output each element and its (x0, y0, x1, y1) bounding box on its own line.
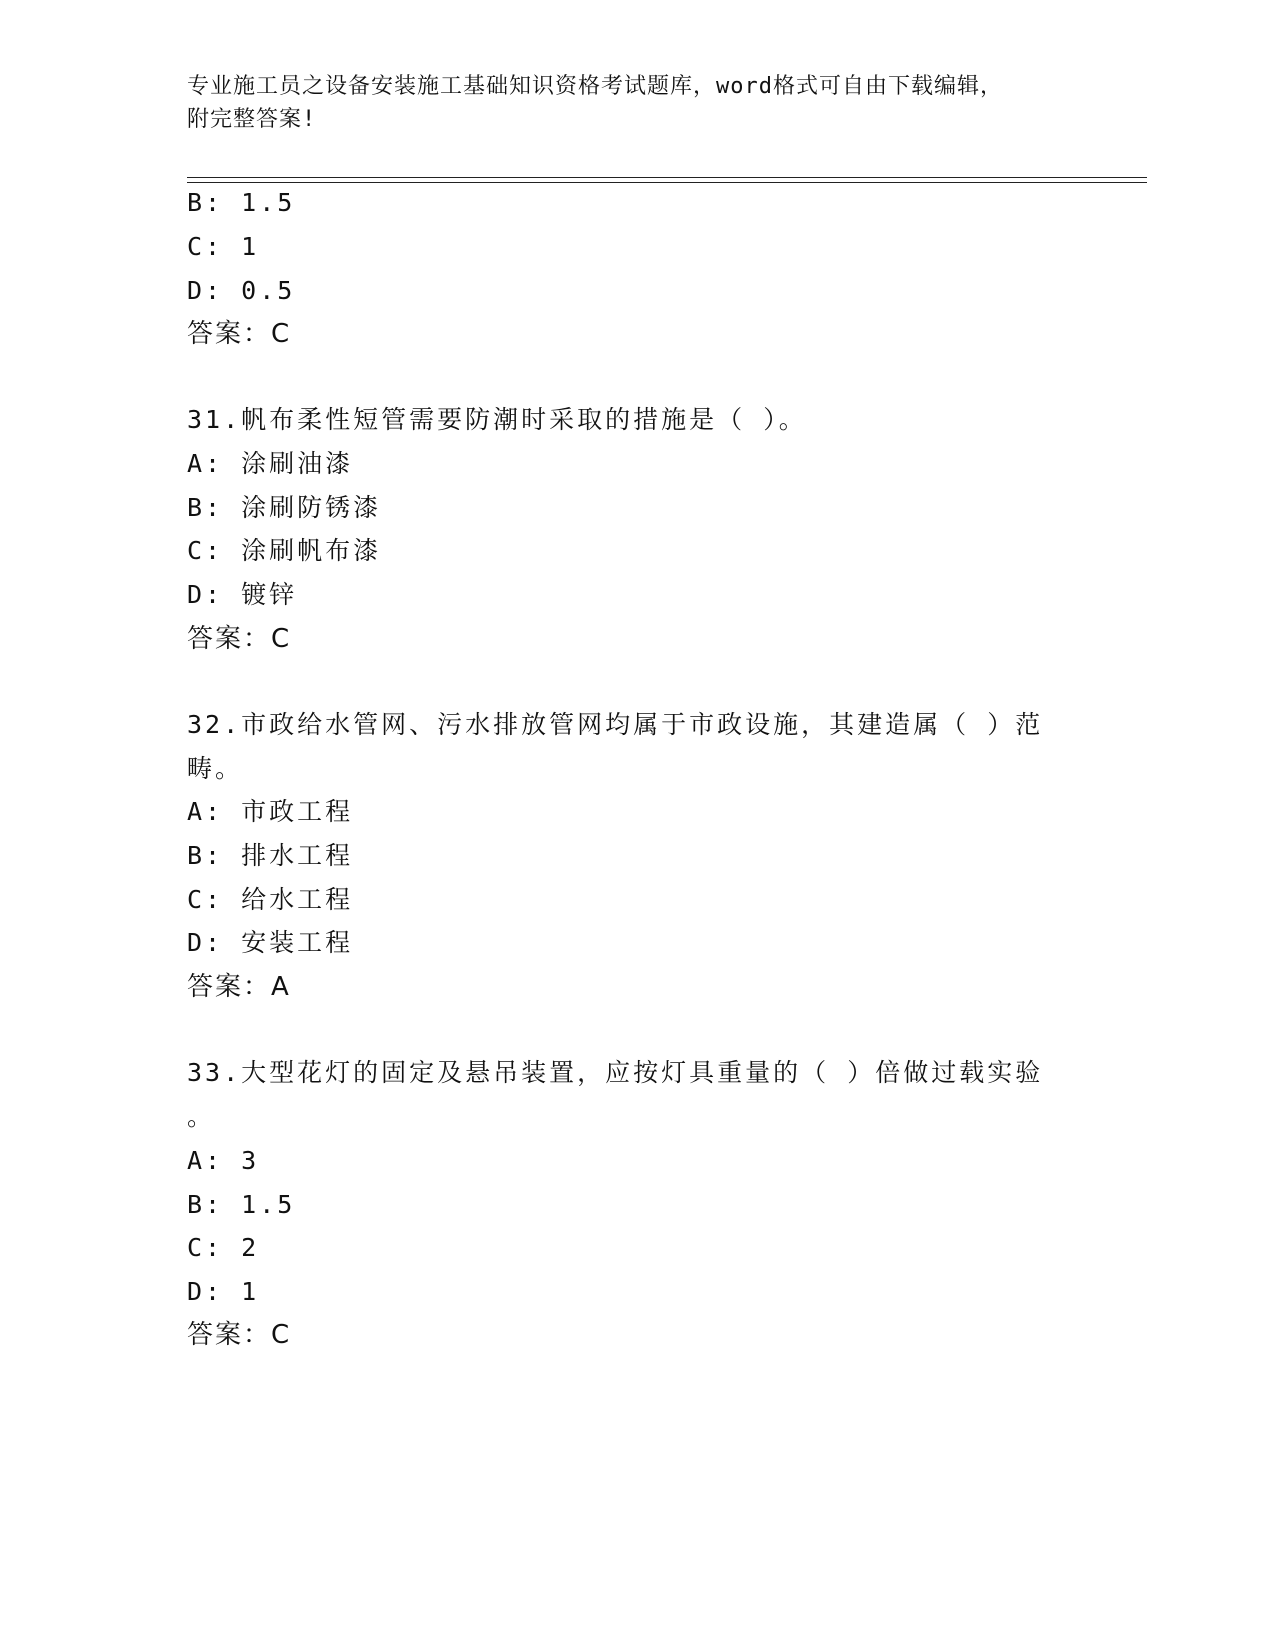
question-32-stem-line-1: 32.市政给水管网、污水排放管网均属于市政设施，其建造属（ ）范 (187, 710, 1044, 739)
question-33-stem-line-2: 。 (187, 1102, 216, 1131)
question-33-option-c: C: 2 (187, 1233, 260, 1262)
question-32-stem-line-2: 畴。 (187, 754, 244, 783)
header-line-1: 专业施工员之设备安装施工基础知识资格考试题库，word格式可自由下载编辑， (187, 74, 1003, 99)
question-32-option-a: A: 市政工程 (187, 797, 354, 826)
question-33-option-d: D: 1 (187, 1277, 260, 1306)
question-31-answer: 答案：C (187, 624, 292, 654)
option-c: C: 1 (187, 232, 260, 261)
question-31-stem: 31.帆布柔性短管需要防潮时采取的措施是（ ）。 (187, 405, 807, 434)
option-d: D: 0.5 (187, 276, 296, 305)
question-33-option-b: B: 1.5 (187, 1190, 296, 1219)
header-line-2: 附完整答案! (187, 107, 317, 132)
question-31-option-a: A: 涂刷油漆 (187, 449, 354, 478)
question-31-option-d: D: 镀锌 (187, 580, 298, 609)
header-divider-bottom (187, 182, 1147, 183)
question-31-option-b: B: 涂刷防锈漆 (187, 493, 382, 522)
question-32-answer: 答案：A (187, 972, 291, 1002)
document-header (187, 70, 1087, 136)
question-32-option-d: D: 安装工程 (187, 928, 354, 957)
question-33-option-a: A: 3 (187, 1146, 260, 1175)
question-32-option-c: C: 给水工程 (187, 885, 354, 914)
question-31-option-c: C: 涂刷帆布漆 (187, 536, 382, 565)
option-b: B: 1.5 (187, 188, 296, 217)
question-32-option-b: B: 排水工程 (187, 841, 354, 870)
question-33-answer: 答案：C (187, 1320, 292, 1350)
header-divider-top (187, 177, 1147, 178)
question-33-stem-line-1: 33.大型花灯的固定及悬吊装置，应按灯具重量的（ ）倍做过载实验 (187, 1058, 1044, 1087)
answer: 答案：C (187, 319, 292, 349)
